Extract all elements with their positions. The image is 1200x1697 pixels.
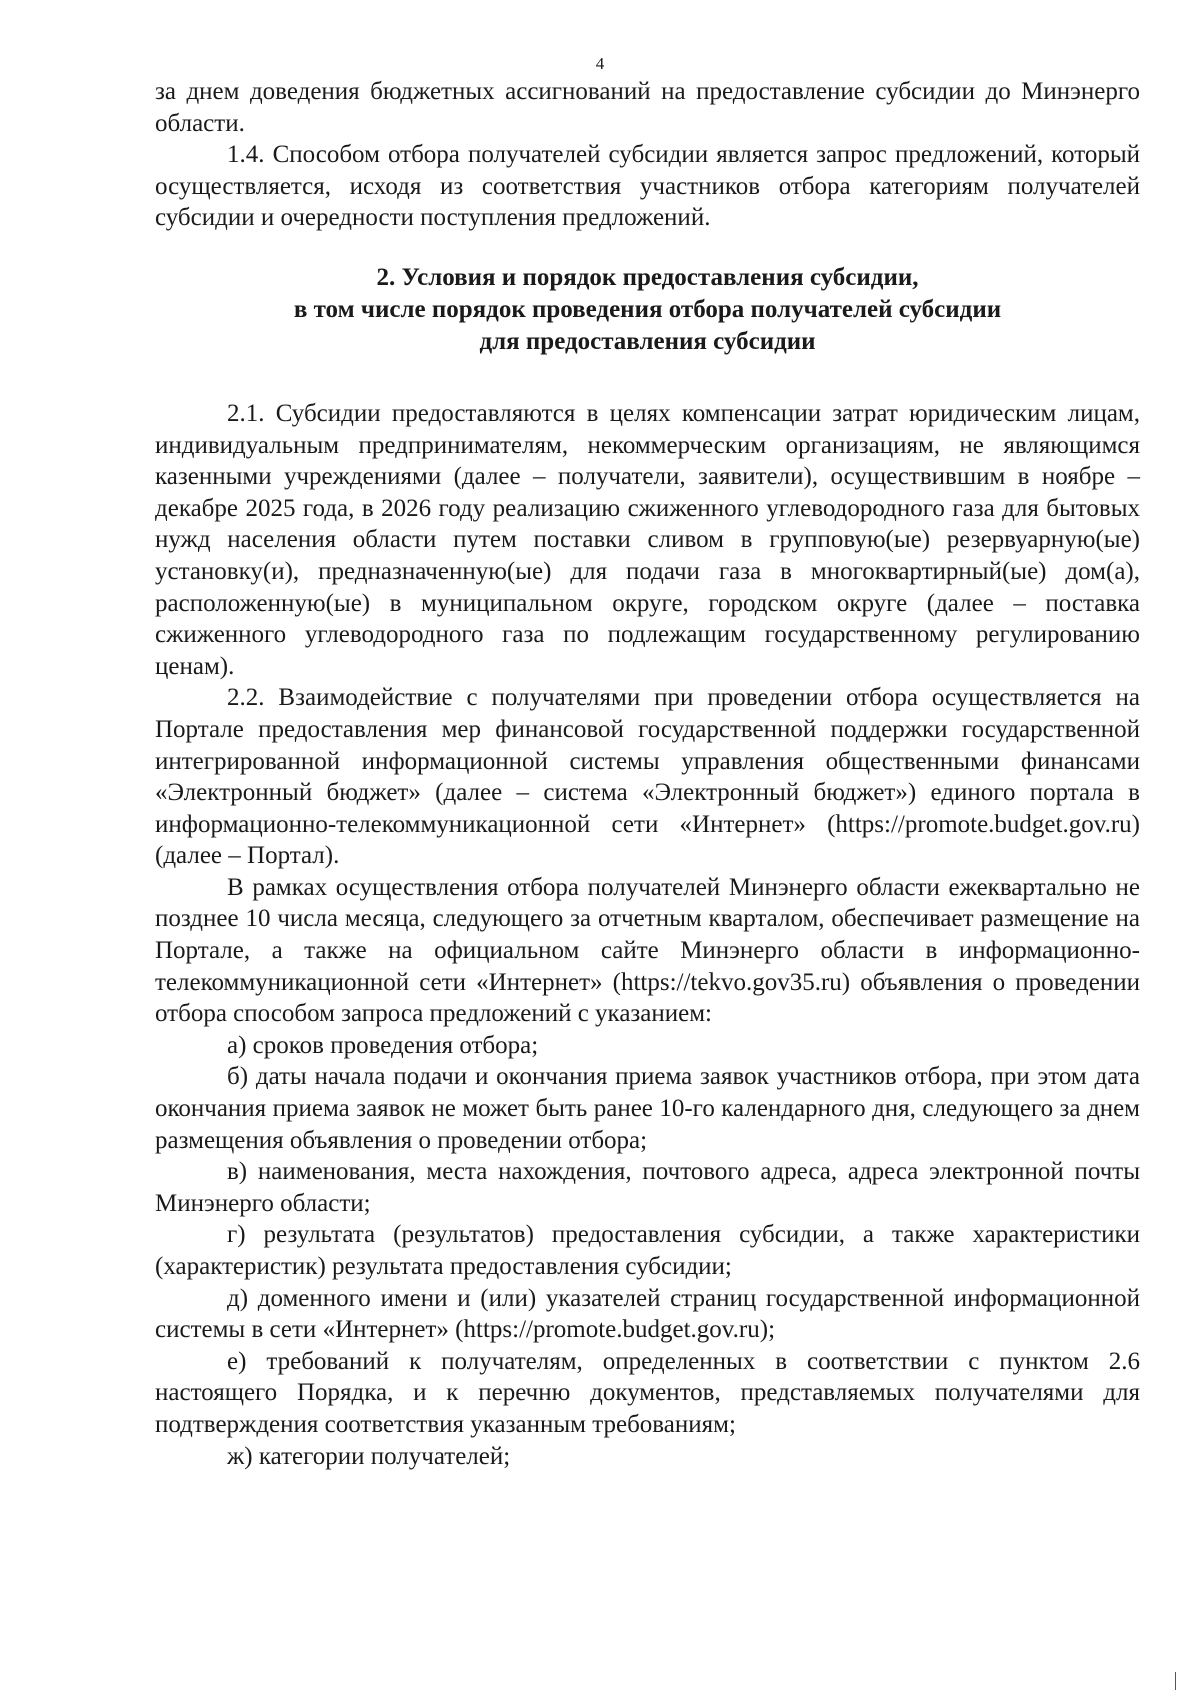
document-body bbox=[155, 76, 1140, 1472]
section-heading-line-2: в том числе порядок проведения отбора получателей субсидии bbox=[293, 295, 1002, 323]
section-heading bbox=[155, 262, 1140, 358]
list-item-g: г) результата (результатов) предоставления субсидии, а также характеристики (характеристик) результата предоставления субсидии; bbox=[155, 1221, 1140, 1280]
list-item-a: а) сроков проведения отбора; bbox=[227, 1031, 539, 1059]
paragraph-2-1: 2.1. Субсидии предоставляются в целях компенсации затрат юридическим лицам, индивидуальным предпринимателям, некоммерческим организациям, не являющимся казенными учреждениями (далее – получатели, заявители), осуществившим в ноябре – декабре 2025 года, в 2026 году реализацию сжиженного углеводородного газа для бытовых нужд населения области путем поставки сливом в групповую(ые) резервуарную(ые) установку(и), предназначенную(ые) для подачи газа в многоквартирный(ые) дом(а), расположенную(ые) в муниципальном округе, городском округе (далее – поставка сжиженного углеводородного газа по подлежащим государственному регулированию ценам). bbox=[155, 399, 1140, 680]
page-number: 4 bbox=[595, 54, 605, 73]
paragraph-2-2: 2.2. Взаимодействие с получателями при проведении отбора осуществляется на Портале предоставления мер финансовой государственной поддержки государственной интегрированной информационной системы управления общественными финансами «Электронный бюджет» (далее – система «Электронный бюджет») единого портала в информационно-телекоммуникационной сети «Интернет» (https://promote.budget.gov.ru) (далее – Портал). bbox=[155, 684, 1140, 870]
paragraph-1-4: 1.4. Способом отбора получателей субсидии является запрос предложений, который осуществляется, исходя из соответствия участников отбора категориям получателей субсидии и очередности поступления предложений. bbox=[155, 141, 1140, 232]
list-item-d: д) доменного имени и (или) указателей страниц государственной информационной системы в сети «Интернет» (https://promote.budget.gov.ru); bbox=[155, 1284, 1140, 1344]
list-item-b: б) даты начала подачи и окончания приема заявок участников отбора, при этом дата окончания приема заявок не может быть ранее 10-го календарного дня, следующего за днем размещения объявления о проведении отбора; bbox=[155, 1063, 1140, 1154]
list-item-zh: ж) категории получателей; bbox=[227, 1442, 511, 1470]
paragraph-selection-announcement: В рамках осуществления отбора получателей Минэнерго области ежеквартально не позднее 10 числа месяца, следующего за отчетным кварталом, обеспечивает размещение на Портале, а также на официальном сайте Минэнерго области в информационно-телекоммуникационной сети «Интернет» (https://tekvo.gov35.ru) объявления о проведении отбора способом запроса предложений с указанием: bbox=[155, 873, 1140, 1028]
section-heading-line-3: для предоставления субсидии bbox=[479, 327, 816, 355]
list-item-e: е) требований к получателям, определенных в соответствии с пунктом 2.6 настоящего Порядка, и к перечню документов, представляемых получателями для подтверждения соответствия указанным требованиям; bbox=[155, 1347, 1140, 1438]
scan-edge-mark bbox=[1175, 1672, 1176, 1690]
section-heading-line-1: 2. Условия и порядок предоставления субсидии, bbox=[376, 263, 919, 291]
list-item-v: в) наименования, места нахождения, почтового адреса, адреса электронной почты Минэнерго области; bbox=[155, 1158, 1140, 1217]
paragraph-continuation: за днем доведения бюджетных ассигнований на предоставление субсидии до Минэнерго области. bbox=[155, 78, 1140, 137]
